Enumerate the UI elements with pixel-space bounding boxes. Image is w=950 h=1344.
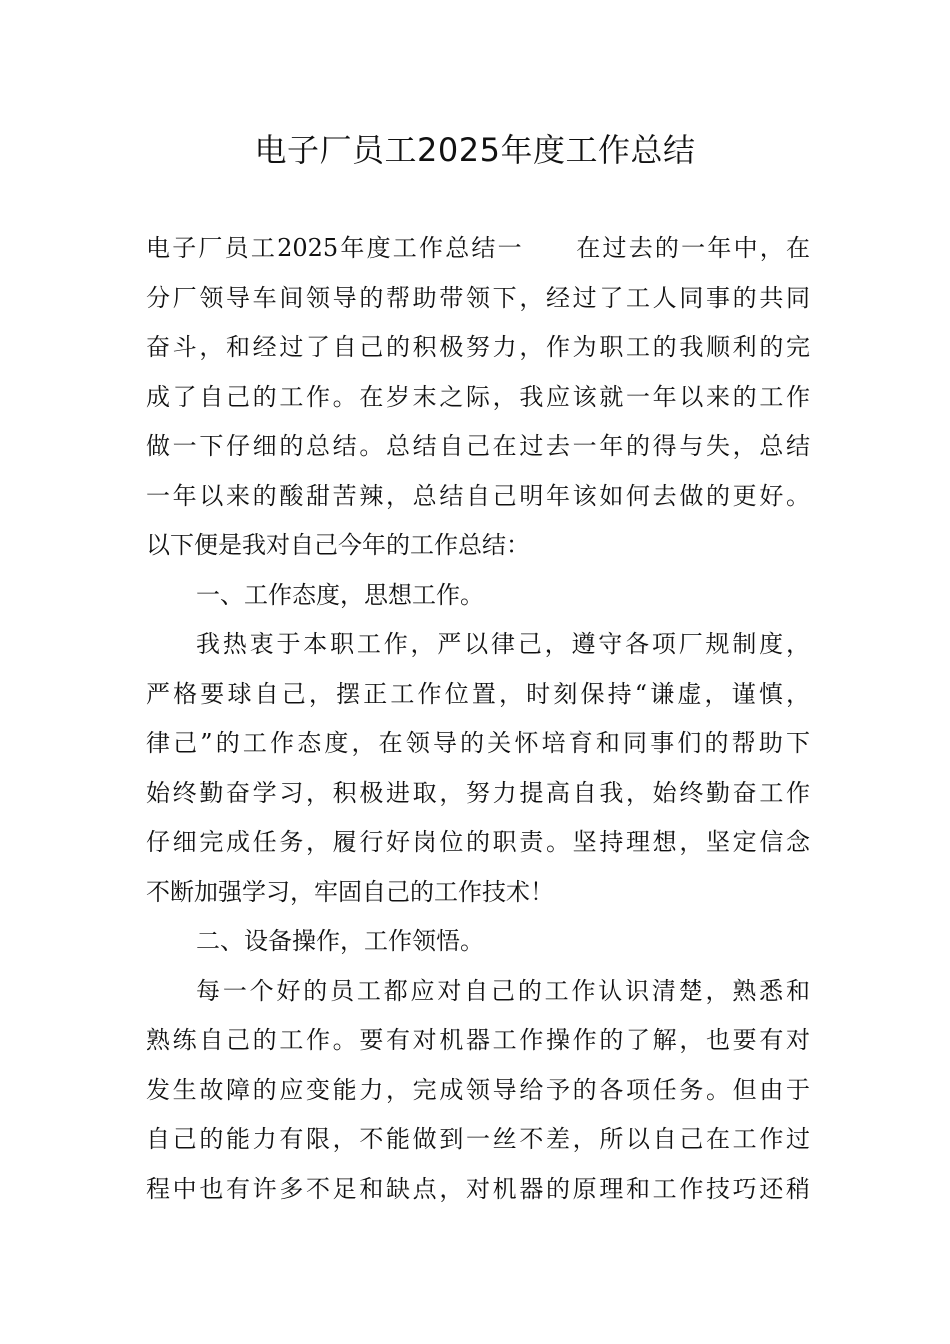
body-line: 我热衷于本职工作，严以律己，遵守各项厂规制度， (196, 630, 810, 658)
body-line: 成了自己的工作。在岁末之际，我应该就一年以来的工作 (146, 382, 810, 411)
document-title: 电子厂员工2025年度工作总结 (254, 131, 696, 169)
body-line: 每一个好的员工都应对自己的工作认识清楚，熟悉和 (196, 976, 810, 1005)
body-line: 熟练自己的工作。要有对机器工作操作的了解，也要有对 (146, 1026, 810, 1054)
body-line: 分厂领导车间领导的帮助带领下，经过了工人同事的共同 (146, 283, 810, 312)
body-line: 律己”的工作态度，在领导的关怀培育和同事们的帮助下 (146, 729, 810, 757)
body-line: 程中也有许多不足和缺点，对机器的原理和工作技巧还稍 (146, 1174, 810, 1203)
body-line: 不断加强学习，牢固自己的工作技术！ (146, 877, 554, 906)
body-line: 做一下仔细的总结。总结自己在过去一年的得与失，总结 (146, 432, 810, 460)
section-heading-1: 一、工作态度，思想工作。 (196, 580, 484, 609)
body-line: 仔细完成任务，履行好岗位的职责。坚持理想，坚定信念 (146, 828, 810, 856)
document-body (146, 224, 810, 1214)
body-line: 严格要球自己，摆正工作位置，时刻保持“谦虚，谨慎， (146, 679, 810, 708)
body-line: 始终勤奋学习，积极进取，努力提高自我，始终勤奋工作 (146, 778, 810, 807)
section-heading-2: 二、设备操作，工作领悟。 (196, 927, 484, 955)
body-line: 一年以来的酸甜苦辣，总结自己明年该如何去做的更好。 (146, 481, 810, 510)
body-line: 自己的能力有限，不能做到一丝不差，所以自己在工作过 (146, 1125, 810, 1153)
body-line: 发生故障的应变能力，完成领导给予的各项任务。但由于 (146, 1075, 810, 1104)
body-line: 以下便是我对自己今年的工作总结： (146, 531, 530, 559)
body-line: 电子厂员工2025年度工作总结一 在过去的一年中，在 (146, 234, 810, 262)
body-line: 奋斗，和经过了自己的积极努力，作为职工的我顺利的完 (146, 333, 810, 361)
